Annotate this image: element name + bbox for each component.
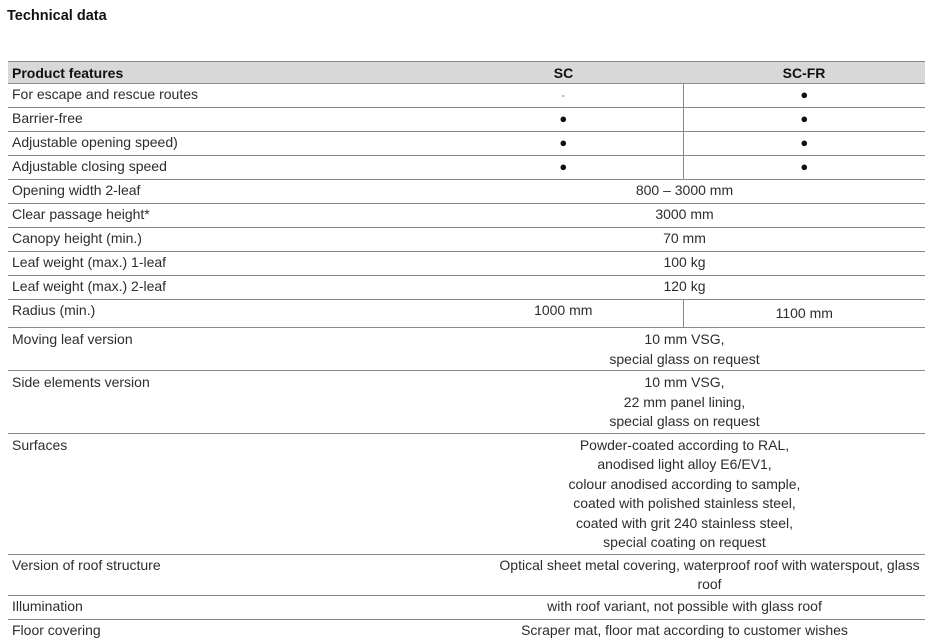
row-label: Illumination bbox=[8, 595, 348, 619]
bullet-mark: ● bbox=[800, 135, 809, 150]
row-value: 70 mm bbox=[348, 228, 925, 252]
row-label: Clear passage height* bbox=[8, 204, 348, 228]
table-row bbox=[8, 228, 925, 252]
row-scfr-value bbox=[683, 108, 925, 132]
header-sc-fr: SC-FR bbox=[683, 62, 925, 84]
table-row-floor bbox=[8, 619, 925, 643]
row-label: Radius (min.) bbox=[8, 300, 348, 328]
row-scfr-value bbox=[683, 156, 925, 180]
bullet-mark: ● bbox=[800, 159, 809, 174]
table-row bbox=[8, 84, 925, 108]
row-value: 120 kg bbox=[348, 276, 925, 300]
row-label: Surfaces bbox=[8, 433, 348, 554]
row-value: with roof variant, not possible with glass roof bbox=[348, 595, 925, 619]
row-label: For escape and rescue routes bbox=[8, 84, 348, 108]
table-row bbox=[8, 156, 925, 180]
value-line: 10 mm VSG, bbox=[644, 374, 725, 390]
row-value: Scraper mat, floor mat according to customer wishes bbox=[521, 621, 848, 638]
table-row bbox=[8, 180, 925, 204]
bullet-mark: ● bbox=[800, 111, 809, 126]
row-label: Canopy height (min.) bbox=[8, 228, 348, 252]
row-scfr-value bbox=[683, 132, 925, 156]
table-row bbox=[8, 276, 925, 300]
row-sc-value bbox=[348, 108, 683, 132]
row-value bbox=[348, 433, 925, 554]
row-label: Floor covering bbox=[12, 621, 101, 638]
page-title: Technical data bbox=[7, 8, 107, 24]
table-row-roof bbox=[8, 554, 925, 595]
row-sc-value bbox=[348, 156, 683, 180]
header-sc: SC bbox=[348, 62, 683, 84]
row-label: Moving leaf version bbox=[8, 328, 348, 371]
row-label: Adjustable closing speed bbox=[8, 156, 348, 180]
row-value bbox=[348, 328, 925, 371]
row-label: Side elements version bbox=[8, 371, 348, 434]
table-header-row bbox=[8, 62, 925, 84]
value-line: coated with grit 240 stainless steel, bbox=[575, 514, 794, 531]
row-value: Optical sheet metal covering, waterproof roof with waterspout, glass roof bbox=[348, 554, 925, 595]
table-row-side-elements bbox=[8, 371, 925, 434]
row-label: Opening width 2-leaf bbox=[8, 180, 348, 204]
value-line: coated with polished stainless steel, bbox=[573, 495, 796, 511]
table-row bbox=[8, 252, 925, 276]
bullet-mark: ● bbox=[559, 159, 568, 174]
table-row-illumination bbox=[8, 595, 925, 619]
row-label: Version of roof structure bbox=[8, 554, 348, 595]
dash-mark: - bbox=[561, 88, 566, 102]
table-row-moving-leaf bbox=[8, 328, 925, 371]
value-line: anodised light alloy E6/EV1, bbox=[597, 456, 772, 472]
table-row bbox=[8, 132, 925, 156]
row-label: Adjustable opening speed) bbox=[8, 132, 348, 156]
header-product-features: Product features bbox=[8, 62, 348, 84]
row-sc-value: 1000 mm bbox=[348, 300, 683, 328]
row-value: 100 kg bbox=[348, 252, 925, 276]
value-line: special coating on request bbox=[603, 534, 766, 550]
row-value: 800 – 3000 mm bbox=[348, 180, 925, 204]
table-row bbox=[8, 204, 925, 228]
bullet-mark: ● bbox=[559, 111, 568, 126]
technical-data-table bbox=[8, 61, 925, 643]
row-label: Leaf weight (max.) 1-leaf bbox=[8, 252, 348, 276]
table-row-radius bbox=[8, 300, 925, 328]
row-sc-value bbox=[348, 84, 683, 108]
value-line: Powder-coated according to RAL, bbox=[579, 436, 790, 453]
bullet-mark: ● bbox=[800, 87, 809, 102]
row-scfr-value bbox=[683, 84, 925, 108]
row-value bbox=[348, 371, 925, 434]
table-row bbox=[8, 108, 925, 132]
value-line: 22 mm panel lining, bbox=[623, 393, 746, 410]
row-label: Barrier-free bbox=[8, 108, 348, 132]
value-line: special glass on request bbox=[609, 413, 760, 429]
row-scfr-value: 1100 mm bbox=[683, 300, 925, 328]
value-line: colour anodised according to sample, bbox=[568, 475, 801, 492]
value-line: 10 mm VSG, bbox=[644, 331, 725, 347]
table-row-surfaces bbox=[8, 433, 925, 554]
row-label: Leaf weight (max.) 2-leaf bbox=[8, 276, 348, 300]
value-line: special glass on request bbox=[609, 350, 760, 367]
row-sc-value bbox=[348, 132, 683, 156]
row-value: 3000 mm bbox=[348, 204, 925, 228]
bullet-mark: ● bbox=[559, 135, 568, 150]
